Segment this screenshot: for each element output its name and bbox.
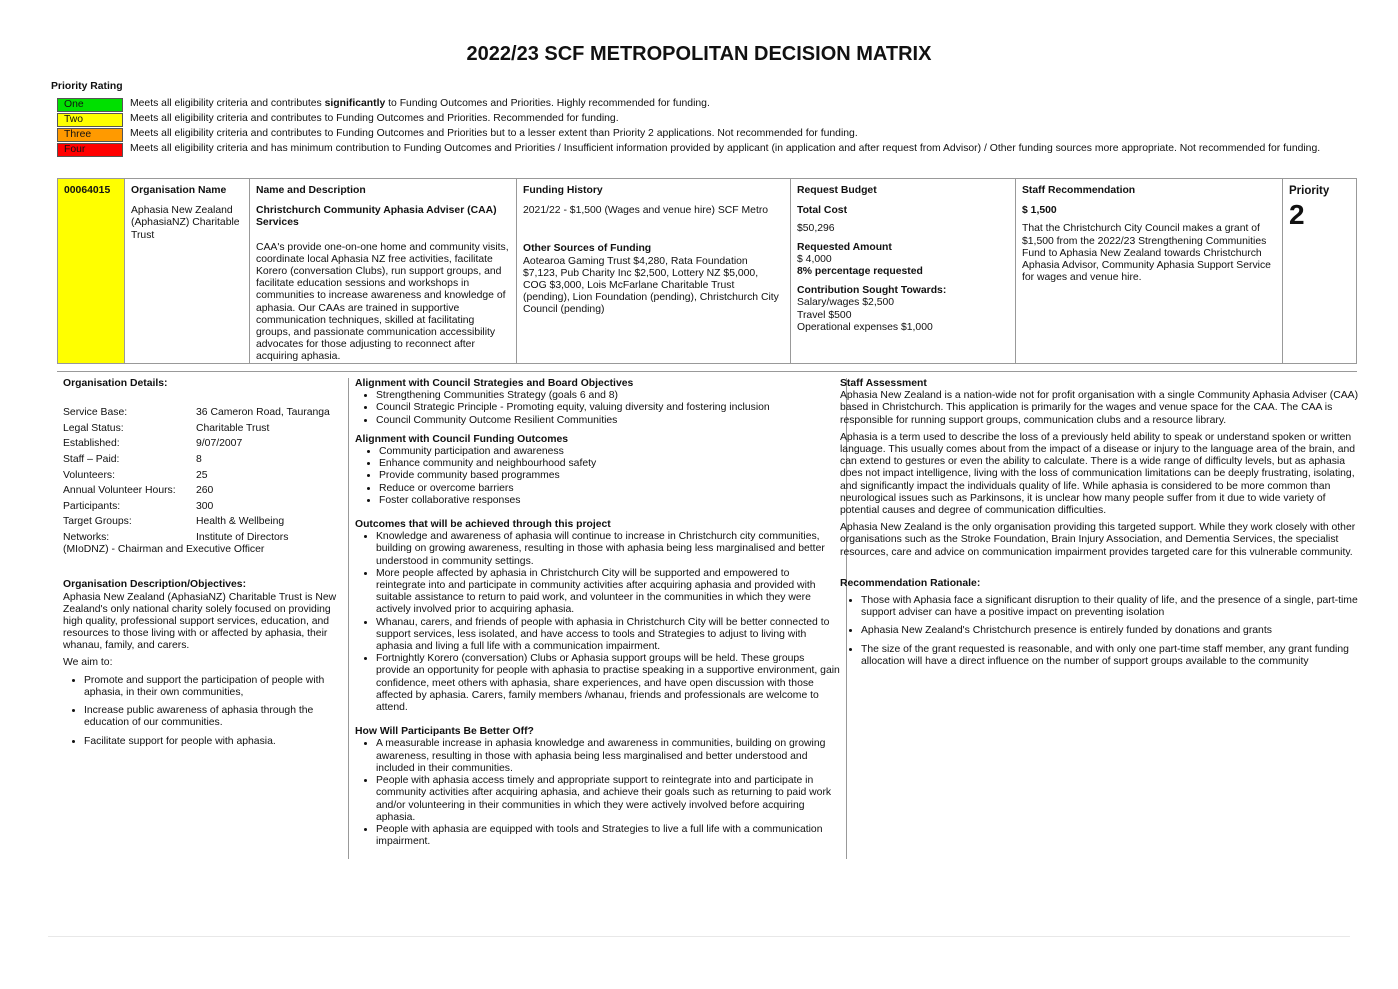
- detail-row: Networks: Institute of Directors: [63, 531, 289, 543]
- org-description: Aphasia New Zealand (AphasiaNZ) Charitable Trust is New Zealand's only national charity solely focused on providing high quality, professional support services, education, and resources to those living with or affected by aphasia, their whanau, family, and carers.: [63, 591, 337, 652]
- better-off-header: How Will Participants Be Better Off?: [355, 726, 534, 738]
- request-budget-cell: [791, 179, 1016, 363]
- networks-continued: (MIoDNZ) - Chairman and Executive Officer: [63, 544, 265, 556]
- aim-label: We aim to:: [63, 656, 113, 668]
- list-item: • Council Community Outcome Resilient Communities: [376, 415, 840, 427]
- staff-recommendation-cell: [1016, 179, 1283, 363]
- organisation-details-column: [57, 378, 359, 861]
- list-item: • Knowledge and awareness of aphasia will continue to increase in Christchurch city communities, building on growing awareness, resulting in those with aphasia being less marginalised and better understood in community settings.: [376, 531, 840, 568]
- assessment-header: Staff Assessment: [840, 378, 927, 389]
- alignment-column: [348, 378, 847, 859]
- detail-row: Annual Volunteer Hours: 260: [63, 485, 214, 497]
- legend-desc-three: Meets all eligibility criteria and contributes to Funding Outcomes and Priorities but to a lesser extent than Priority 2 applications. Not recommended for funding.: [130, 128, 858, 140]
- list-item: • Strengthening Communities Strategy (goals 6 and 8): [376, 390, 840, 402]
- list-item: • A measurable increase in aphasia knowledge and awareness in communities, building on growing awareness, resulting in those with aphasia being less marginalised and better understood and included in their communities.: [376, 738, 840, 775]
- legend-row-four: [57, 142, 1320, 157]
- detail-row: Staff – Paid: 8: [63, 453, 202, 465]
- requested-amount: $ 4,000: [797, 253, 832, 265]
- legend-swatch-two: Two: [57, 113, 123, 127]
- org-header: Organisation Name: [131, 185, 227, 196]
- org-description-header: Organisation Description/Objectives:: [63, 579, 247, 591]
- total-cost: $50,296: [797, 223, 835, 235]
- contribution-label: Contribution Sought Towards:: [797, 285, 947, 297]
- rec-amount: $ 1,500: [1022, 205, 1057, 217]
- section-divider: [57, 371, 1357, 372]
- list-item: • Foster collaborative responses: [379, 495, 840, 507]
- legend-row-one: [57, 97, 1320, 112]
- staff-assessment-column: [834, 378, 1366, 861]
- funding-outcomes-list: [355, 446, 840, 507]
- contribution-item: Operational expenses $1,000: [797, 321, 933, 333]
- organisation-cell: [125, 179, 250, 363]
- list-item: • People with aphasia are equipped with tools and Strategies to live a full life with a communication impairment.: [376, 824, 840, 848]
- budget-header: Request Budget: [797, 185, 877, 196]
- legend-row-two: [57, 112, 1320, 127]
- list-item: • Facilitate support for people with aphasia.: [84, 736, 353, 748]
- detail-row: Target Groups: Health & Wellbeing: [63, 516, 285, 528]
- assessment-paragraph: Aphasia New Zealand is a nation-wide not for profit organisation with a single Community Aphasia Adviser (CAA) based in Christchurch. This application is primarily for the wages and venue space for the CAA. The CAA is responsible for running support groups, communication clubs and a resource library.: [840, 390, 1359, 426]
- list-item: • Reduce or overcome barriers: [379, 483, 840, 495]
- rec-header: Staff Recommendation: [1022, 185, 1136, 196]
- strategies-list: [355, 390, 840, 427]
- strategies-header: Alignment with Council Strategies and Board Objectives: [355, 378, 634, 389]
- list-item: • Whanau, carers, and friends of people with aphasia in Christchurch City will be better connected to support services, less isolated, and have access to tools and Strategies to adjust to living with aphasia and living a full life with a communication impairment.: [376, 617, 840, 654]
- detail-row: Legal Status: Charitable Trust: [63, 422, 270, 434]
- other-sources-header: Other Sources of Funding: [523, 243, 652, 255]
- legend-row-three: [57, 127, 1320, 142]
- detail-row: Service Base: 36 Cameron Road, Tauranga: [63, 407, 330, 419]
- legend-swatch-one: One: [57, 98, 123, 112]
- list-item: • Aphasia New Zealand's Christchurch presence is entirely funded by donations and grants: [861, 625, 1360, 637]
- other-sources: Aotearoa Gaming Trust $4,280, Rata Foundation $7,123, Pub Charity Inc $2,500, Lottery NZ $5,000, COG $3,000, Lois McFarlane Charitable Trust (pending), Lion Foundation (pending), Christchurch City Council (pending): [523, 255, 779, 316]
- priority-legend: [57, 97, 1320, 157]
- contribution-item: Travel $500: [797, 309, 852, 321]
- legend-swatch-four: Four: [57, 143, 123, 157]
- percentage-requested: 8% percentage requested: [797, 266, 923, 278]
- list-item: • Enhance community and neighbourhood safety: [379, 458, 840, 470]
- legend-desc-one: Meets all eligibility criteria and contributes significantly to Funding Outcomes and Priorities. Highly recommended for funding.: [130, 98, 710, 110]
- list-item: • Promote and support the participation of people with aphasia, in their own communities,: [84, 675, 353, 699]
- priority-value: 2: [1289, 199, 1305, 231]
- name-header: Name and Description: [256, 185, 366, 196]
- project-outcomes-list: [355, 531, 840, 714]
- legend-desc-two: Meets all eligibility criteria and contributes to Funding Outcomes and Priorities. Recommended for funding.: [130, 113, 619, 125]
- list-item: • Council Strategic Principle - Promoting equity, valuing diversity and fostering inclusion: [376, 402, 840, 414]
- list-item: • Fortnightly Korero (conversation) Clubs or Aphasia support groups will be held. These groups provide an opportunity for people with aphasia to practise speaking in a supportive environment, gain confidence, meet others with aphasia, share experiences, and have open discussion with those affected by aphasia. Carers, family members /whanau, friends and professionals are welcome to attend.: [376, 653, 840, 714]
- list-item: • More people affected by aphasia in Christchurch City will be supported and empowered to reintegrate into and participate in community activities after acquiring aphasia and provided with suitable assistance to return to paid work, and volunteer in the communities in which they were actively involved prior to acquiring aphasia.: [376, 568, 840, 617]
- funding-header: Funding History: [523, 185, 603, 196]
- list-item: • Community participation and awareness: [379, 446, 840, 458]
- list-item: • People with aphasia access timely and appropriate support to reintegrate into and participate in community activities after acquiring aphasia, and achieve their goals such as returning to paid work and/or volunteering in their communities in which they were actively involved before acquiring aphasia.: [376, 775, 840, 824]
- requested-label: Requested Amount: [797, 241, 892, 253]
- rationale-header: Recommendation Rationale:: [840, 577, 981, 589]
- project-description: CAA's provide one-on-one home and community visits, coordinate local Aphasia NZ free activities, facilitate Korero (conversation Clubs), run support groups, and facilitate education sessions and workshops in communities to increase awareness and knowledge of aphasia. Our CAAs are trained in supportive communication techniques, skilled at facilitating groups, and passionate communication accessibility advocates for those adjusting to reconnect after acquiring aphasia.: [256, 241, 509, 363]
- funding-outcomes-header: Alignment with Council Funding Outcomes: [355, 433, 568, 445]
- rec-text: That the Christchurch City Council makes a grant of $1,500 from the 2022/23 Strengthening Communities Fund to Aphasia New Zealand towards Christchurch Aphasia Advisor, Community Aphasia Support Service for wages and venue hire.: [1022, 223, 1271, 284]
- priority-cell: [1283, 179, 1356, 363]
- list-item: • Increase public awareness of aphasia through the education of our communities.: [84, 705, 353, 729]
- application-id: 00064015: [58, 179, 125, 363]
- assessment-paragraph: Aphasia is a term used to describe the loss of a previously held ability to speak or understand spoken or written language. This usually comes about from the impact of a disease or injury to the language area of the brain, and can extend to gestures or even the ability to calculate. There is a wide range of difficulty levels, but as aphasia does not impact intelligence, living with the loss of communication limitations can be deeply frustrating, isolating, and significantly impact the individuals quality of life. While aphasia is considered to be more common than neurological issues such as Parkinsons, it is unclear how many people suffer from it due to wide variety of potential causes and degree of communication difficulties.: [840, 431, 1356, 517]
- assessment-paragraph: Aphasia New Zealand is the only organisation providing this targeted support. While they work closely with other organisations such as the Stroke Foundation, Brain Injury Association, and Dementia Services, the specialist resources, care and advice on communication impairment provides targeted care for this vulnerable community.: [840, 522, 1356, 558]
- page-title: 2022/23 SCF METROPOLITAN DECISION MATRIX: [466, 43, 932, 65]
- org-name: Aphasia New Zealand (AphasiaNZ) Charitable Trust: [131, 205, 240, 241]
- rationale-list: [840, 595, 1360, 668]
- org-details-header: Organisation Details:: [63, 378, 168, 389]
- list-item: • Provide community based programmes: [379, 470, 840, 482]
- funding-history: 2021/22 - $1,500 (Wages and venue hire) SCF Metro: [523, 205, 769, 217]
- list-item: • The size of the grant requested is reasonable, and with only one part-time staff member, any grant funding allocation will have a direct influence on the number of support groups available to the community: [861, 644, 1360, 668]
- priority-header: Priority: [1289, 185, 1330, 197]
- better-off-list: [355, 738, 840, 848]
- legend-swatch-three: Three: [57, 128, 123, 142]
- detail-row: Established: 9/07/2007: [63, 438, 243, 450]
- list-item: • Those with Aphasia face a significant disruption to their quality of life, and the presence of a single, part-time support adviser can have a positive impact on preventing isolation: [861, 595, 1360, 619]
- decision-matrix-table: [57, 178, 1357, 364]
- legend-desc-four: Meets all eligibility criteria and has minimum contribution to Funding Outcomes and Priorities / Insufficient information provided by applicant (in application and after request from Advisor) / Other funding sources more appropriate. Not recommended for funding.: [130, 143, 1321, 155]
- project-outcomes-header: Outcomes that will be achieved through this project: [355, 519, 611, 531]
- contribution-item: Salary/wages $2,500: [797, 297, 895, 309]
- footer-divider: [48, 936, 1350, 937]
- name-description-cell: [250, 179, 517, 363]
- funding-history-cell: [517, 179, 791, 363]
- aims-list: [63, 675, 353, 748]
- detail-row: Participants: 300: [63, 500, 214, 512]
- priority-rating-label: Priority Rating: [51, 81, 123, 92]
- total-cost-label: Total Cost: [797, 205, 848, 217]
- project-name: Christchurch Community Aphasia Adviser (CAA) Services: [256, 205, 497, 229]
- detail-row: Volunteers: 25: [63, 469, 208, 481]
